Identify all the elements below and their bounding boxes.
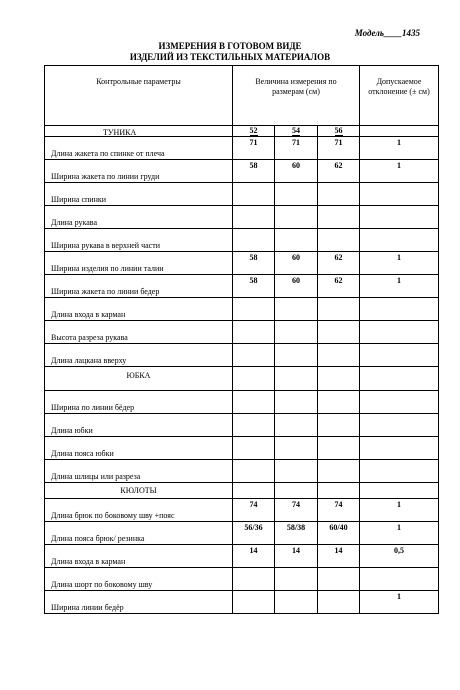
parameter-label: Длина юбки: [45, 414, 233, 437]
tolerance-cell: [360, 367, 439, 391]
tolerance-cell: [360, 568, 439, 591]
section-title: КЮЛОТЫ: [45, 483, 233, 499]
parameter-label: Длина брюк по боковому шву +пояс: [45, 499, 233, 522]
table-row: [45, 229, 439, 252]
value-cell: [275, 568, 318, 591]
table-row: [45, 183, 439, 206]
parameter-label: Ширина жакета по линии бедер: [45, 275, 233, 298]
value-cell: [233, 183, 275, 206]
value-cell: [233, 391, 275, 414]
table-row: [45, 206, 439, 229]
model-number: Модель____1435: [354, 28, 420, 38]
value-cell: [233, 437, 275, 460]
table-row: [45, 591, 439, 614]
tolerance-cell: [360, 206, 439, 229]
value-cell: [275, 414, 318, 437]
table-row: [45, 568, 439, 591]
page-title: ИЗМЕРЕНИЯ В ГОТОВОМ ВИДЕ: [158, 41, 302, 51]
parameter-label: Высота разреза рукава: [45, 321, 233, 344]
table-row: [45, 321, 439, 344]
table-row: [45, 275, 439, 298]
value-cell: 74: [275, 499, 318, 522]
tolerance-cell: [360, 414, 439, 437]
value-cell: [233, 344, 275, 367]
value-cell: [233, 367, 275, 391]
value-cell: [233, 483, 275, 499]
parameter-label: Длина шлицы или разреза: [45, 460, 233, 483]
value-cell: [233, 591, 275, 614]
parameter-label: Длина пояса брюк/ резинка: [45, 522, 233, 545]
value-cell: [275, 367, 318, 391]
value-cell: [318, 483, 360, 499]
value-cell: [275, 229, 318, 252]
value-cell: [318, 367, 360, 391]
value-cell: [318, 460, 360, 483]
tolerance-cell: 1: [360, 160, 439, 183]
value-cell: [233, 206, 275, 229]
value-cell: [275, 206, 318, 229]
table-row: [45, 391, 439, 414]
column-header-tolerance: Допускаемое отклонение (± см): [360, 66, 439, 126]
value-cell: 60: [275, 160, 318, 183]
value-cell: [318, 321, 360, 344]
value-cell: [275, 344, 318, 367]
tolerance-cell: [360, 344, 439, 367]
tolerance-cell: 1: [360, 591, 439, 614]
table-row: [45, 499, 439, 522]
value-cell: 14: [275, 545, 318, 568]
tolerance-cell: [360, 391, 439, 414]
value-cell: [318, 568, 360, 591]
tolerance-cell: 1: [360, 522, 439, 545]
value-cell: 60: [275, 275, 318, 298]
value-cell: [233, 568, 275, 591]
parameter-label: Ширина жакета по линии груди: [45, 160, 233, 183]
table-row: [45, 160, 439, 183]
value-cell: 62: [318, 275, 360, 298]
value-cell: [275, 391, 318, 414]
value-cell: 60/40: [318, 522, 360, 545]
column-header-value: Величина измерения по размерам (см): [233, 66, 360, 126]
parameter-label: Длина шорт по боковому шву: [45, 568, 233, 591]
value-cell: 58: [233, 160, 275, 183]
table-row: [45, 545, 439, 568]
tolerance-cell: [360, 126, 439, 137]
value-cell: 71: [275, 137, 318, 160]
tolerance-cell: [360, 460, 439, 483]
table-row: [45, 460, 439, 483]
value-cell: [318, 437, 360, 460]
value-cell: [233, 460, 275, 483]
table-row: [45, 298, 439, 321]
tolerance-cell: 1: [360, 137, 439, 160]
value-cell: 58: [233, 275, 275, 298]
value-cell: [318, 298, 360, 321]
parameter-label: Длина пояса юбки: [45, 437, 233, 460]
size-header: 56: [318, 126, 360, 137]
table-row: [45, 522, 439, 545]
size-header: 54: [275, 126, 318, 137]
table-row: [45, 344, 439, 367]
tolerance-cell: 1: [360, 252, 439, 275]
section-row-tunic: [45, 126, 439, 137]
value-cell: [275, 298, 318, 321]
value-cell: 58: [233, 252, 275, 275]
value-cell: [233, 321, 275, 344]
tolerance-cell: 0,5: [360, 545, 439, 568]
value-cell: 62: [318, 252, 360, 275]
value-cell: [318, 229, 360, 252]
tolerance-cell: [360, 298, 439, 321]
page-subtitle: ИЗДЕЛИЙ ИЗ ТЕКСТИЛЬНЫХ МАТЕРИАЛОВ: [129, 52, 331, 62]
table-header-row: [45, 66, 439, 126]
value-cell: [233, 298, 275, 321]
parameter-label: Ширина по линии бёдер: [45, 391, 233, 414]
value-cell: [318, 591, 360, 614]
value-cell: [275, 437, 318, 460]
table-row: [45, 137, 439, 160]
tolerance-cell: [360, 483, 439, 499]
parameter-label: Ширина изделия по линии талии: [45, 252, 233, 275]
parameter-label: Длина входа в карман: [45, 298, 233, 321]
tolerance-cell: [360, 229, 439, 252]
value-cell: [233, 414, 275, 437]
value-cell: 58/38: [275, 522, 318, 545]
table-row: [45, 437, 439, 460]
value-cell: [318, 206, 360, 229]
section-row-culottes: [45, 483, 439, 499]
value-cell: [275, 591, 318, 614]
parameter-label: Ширина рукава в верхней части: [45, 229, 233, 252]
parameter-label: Длина лацкана вверху: [45, 344, 233, 367]
value-cell: 74: [318, 499, 360, 522]
value-cell: [318, 344, 360, 367]
parameter-label: Длина рукава: [45, 206, 233, 229]
parameter-label: Длина входа в карман: [45, 545, 233, 568]
value-cell: 60: [275, 252, 318, 275]
tolerance-cell: [360, 183, 439, 206]
table-row: [45, 252, 439, 275]
value-cell: 14: [233, 545, 275, 568]
value-cell: [318, 414, 360, 437]
size-header: 52: [233, 126, 275, 137]
section-title: ЮБКА: [45, 367, 233, 391]
value-cell: [233, 229, 275, 252]
value-cell: [275, 460, 318, 483]
parameter-label: Ширина спинки: [45, 183, 233, 206]
tolerance-cell: [360, 321, 439, 344]
value-cell: [275, 483, 318, 499]
value-cell: [318, 183, 360, 206]
tolerance-cell: 1: [360, 499, 439, 522]
value-cell: [275, 183, 318, 206]
parameter-label: Длина жакета по спинке от плеча: [45, 137, 233, 160]
column-header-control: Контрольные параметры: [45, 66, 233, 126]
value-cell: 14: [318, 545, 360, 568]
value-cell: [318, 391, 360, 414]
table-row: [45, 414, 439, 437]
section-row-skirt: [45, 367, 439, 391]
value-cell: 71: [233, 137, 275, 160]
value-cell: 71: [318, 137, 360, 160]
value-cell: [275, 321, 318, 344]
tolerance-cell: 1: [360, 275, 439, 298]
value-cell: 56/36: [233, 522, 275, 545]
value-cell: 62: [318, 160, 360, 183]
tolerance-cell: [360, 437, 439, 460]
parameter-label: Ширина линии бедёр: [45, 591, 233, 614]
measurement-table: [44, 65, 439, 614]
value-cell: 74: [233, 499, 275, 522]
section-title: ТУНИКА: [45, 126, 233, 137]
